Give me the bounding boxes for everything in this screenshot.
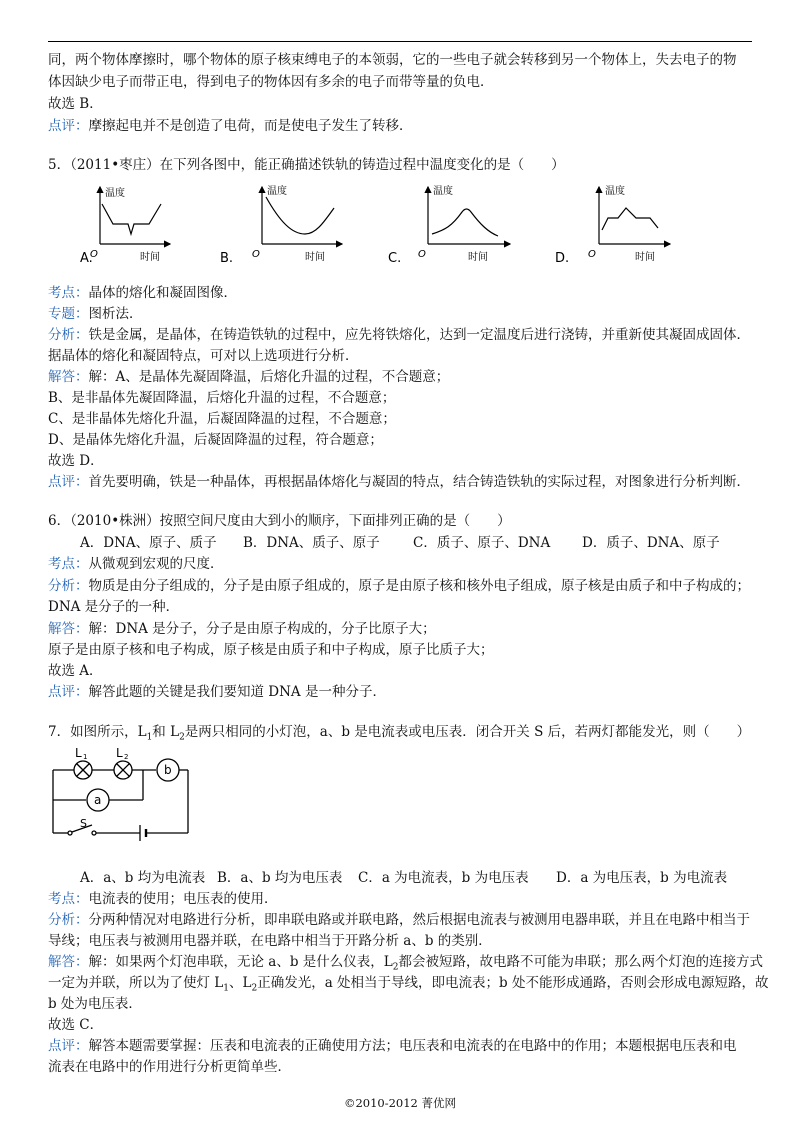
subscript: 2 [251, 983, 258, 994]
jieda-line: B、是非晶体先凝固降温，后熔化升温的过程，不合题意； [48, 390, 396, 406]
kaodian-text: 晶体的熔化和凝固图像． [88, 285, 237, 301]
fenxi-line: DNA 是分子的一种． [48, 599, 180, 615]
dianping-line: 流表在电路中的作用进行分析更简单些． [48, 1059, 291, 1075]
jieda-text: 都会被短路，故电路不可能为串联；那么两个灯泡的连接方式 [398, 954, 763, 970]
fenxi-text: 物质是由分子组成的，分子是由原子组成的，原子是由原子核和核外电子组成，原子核是由质子和中子构成的； [88, 578, 750, 594]
stem-part: 是两只相同的小灯泡，a、b 是电流表或电压表．闭合开关 S 后，若两灯都能发光，则（ ） [184, 724, 751, 740]
q7-option-c: C．a 为电流表，b 为电压表 [358, 870, 529, 886]
jieda-line: 原子是由原子核和电子构成，原子核是由质子和中子构成，原子比质子大； [48, 642, 494, 658]
q7-option-a: A．a、b 均为电流表 [80, 870, 206, 886]
q7-circuit-diagram [48, 745, 198, 845]
fenxi-line [48, 910, 750, 930]
dianping-text: 解答本题需要掌握：压表和电流表的正确使用方法；电压表和电流表的在电路中的作用；本题根据电压表和电 [88, 1038, 737, 1054]
kaodian-line [48, 889, 278, 909]
kaodian-tag: 考点： [48, 891, 89, 907]
lamp-l1-label: L [75, 746, 82, 760]
x-axis-label: 时间 [140, 252, 160, 263]
x-axis-label: 时间 [468, 252, 488, 263]
y-axis-label: 温度 [267, 186, 287, 197]
stem-part: 和 L [152, 724, 180, 740]
jieda-text: 正确发光，a 处相当于导线，即电流表；b 处不能形成通路，否则会形成电源短路，故 [257, 975, 769, 991]
dianping-tag: 点评： [48, 684, 89, 700]
option-a-label: A. [80, 251, 93, 266]
y-axis-label: 温度 [605, 186, 625, 197]
answer-line: 故选 D． [48, 453, 104, 469]
kaodian-text: 电流表的使用；电压表的使用． [88, 891, 278, 907]
x-axis-label: 时间 [305, 252, 325, 263]
q6-option-d: D．质子、DNA、原子 [582, 535, 720, 551]
origin-label: O [252, 249, 260, 260]
fenxi-tag: 分析： [48, 578, 89, 594]
page-footer: ©2010-2012 菁优网 [343, 1096, 457, 1110]
comment-tag: 点评： [48, 118, 89, 134]
jieda-tag: 解答： [48, 621, 89, 637]
fenxi-line: 据晶体的熔化和凝固特点，可对以上选项进行分析． [48, 348, 359, 364]
header-rule [48, 41, 752, 42]
zhuanti-tag: 专题： [48, 306, 89, 322]
lamp-l2-sub: 2 [124, 753, 129, 761]
comment-line [48, 116, 413, 136]
kaodian-tag: 考点： [48, 556, 89, 572]
q6-option-a: A．DNA、原子、质子 [80, 535, 217, 551]
option-d-label: D. [555, 251, 570, 266]
y-axis-label: 温度 [433, 186, 453, 197]
dianping-line [48, 472, 750, 492]
stem-part: 7．如图所示，L [48, 724, 147, 740]
q6-stem: 6．（2010•株洲）按照空间尺度由大到小的顺序，下面排列正确的是（ ） [48, 513, 511, 529]
jieda-line: b 处为电压表． [48, 996, 142, 1012]
q6-option-b: B．DNA、质子、原子 [243, 535, 380, 551]
fenxi-tag: 分析： [48, 912, 89, 928]
lamp-l1-sub: 1 [83, 753, 88, 761]
dianping-tag: 点评： [48, 474, 89, 490]
origin-label: O [90, 249, 98, 260]
zhuanti-text: 图析法． [88, 306, 143, 322]
q7-option-d: D．a 为电压表，b 为电流表 [556, 870, 728, 886]
q6-option-c: C．质子、原子、DNA [413, 535, 551, 551]
kaodian-tag: 考点： [48, 285, 89, 301]
kaodian-line [48, 283, 237, 303]
jieda-text: 解：如果两个灯泡串联，无论 a、b 是什么仪表，L [88, 954, 393, 970]
subscript: 1 [223, 983, 229, 994]
kaodian-line [48, 554, 224, 574]
jieda-line [48, 367, 449, 387]
subscript: 2 [179, 732, 185, 743]
q5-graphs [80, 182, 720, 270]
text-line: 同，两个物体摩擦时，哪个物体的原子核束缚电子的本领弱，它的一些电子就会转移到另一个物体上，失去电子的物 [48, 52, 737, 68]
meter-a-label: a [94, 793, 102, 807]
subscript: 1 [146, 732, 153, 743]
jieda-text: 、L [229, 975, 252, 991]
jieda-line: C、是非晶体先熔化升温，后凝固降温的过程，不合题意； [48, 411, 396, 427]
text-line: 体因缺少电子而带正电，得到电子的物体因有多余的电子而带等量的负电． [48, 74, 494, 90]
option-b-label: B. [220, 251, 234, 266]
dianping-text: 首先要明确，铁是一种晶体，再根据晶体熔化与凝固的特点，结合铸造铁轨的实际过程，对图象进行分析判断． [88, 474, 750, 490]
dianping-text: 解答此题的关键是我们要知道 DNA 是一种分子． [88, 684, 386, 700]
dianping-line [48, 1036, 737, 1056]
jieda-line: D、是晶体先熔化升温，后凝固降温的过程，符合题意； [48, 432, 383, 448]
q7-stem [48, 722, 750, 748]
switch-label: S [80, 817, 87, 830]
origin-label: O [418, 249, 426, 260]
jieda-tag: 解答： [48, 369, 89, 385]
zhuanti-line [48, 304, 143, 324]
fenxi-line [48, 325, 750, 345]
jieda-text: 解：A、是晶体先凝固降温，后熔化升温的过程，不合题意； [88, 369, 450, 385]
answer-line: 故选 A． [48, 663, 103, 679]
q7-option-b: B．a、b 均为电压表 [217, 870, 343, 886]
x-axis-label: 时间 [635, 252, 655, 263]
jieda-line [48, 973, 768, 999]
fenxi-text: 铁是金属，是晶体，在铸造铁轨的过程中，应先将铁熔化，达到一定温度后进行浇铸，并重新使其凝固成固体． [88, 327, 750, 343]
answer-line: 故选 B． [48, 96, 103, 112]
jieda-tag: 解答： [48, 954, 89, 970]
jieda-text: 解：DNA 是分子，分子是由原子构成的，分子比原子大； [88, 621, 436, 637]
q5-stem: 5．（2011•枣庄）在下列各图中，能正确描述铁轨的铸造过程中温度变化的是（ ） [48, 157, 565, 173]
subscript: 2 [392, 962, 399, 973]
answer-line: 故选 C． [48, 1017, 104, 1033]
meter-b-label: b [164, 763, 172, 777]
jieda-line [48, 619, 436, 639]
fenxi-line [48, 576, 750, 596]
kaodian-text: 从微观到宏观的尺度． [88, 556, 224, 572]
jieda-text: 一定为并联，所以为了使灯 L [48, 975, 224, 991]
origin-label: O [588, 249, 596, 260]
dianping-tag: 点评： [48, 1038, 89, 1054]
fenxi-tag: 分析： [48, 327, 89, 343]
option-c-label: C. [388, 251, 402, 266]
lamp-l2-label: L [116, 746, 123, 760]
fenxi-line: 导线；电压表与被测用电器并联，在电路中相当于开路分析 a、b 的类别． [48, 933, 492, 949]
y-axis-label: 温度 [105, 188, 125, 199]
dianping-line [48, 682, 386, 702]
comment-text: 摩擦起电并不是创造了电荷，而是使电子发生了转移． [88, 118, 413, 134]
fenxi-text: 分两种情况对电路进行分析，即串联电路或并联电路，然后根据电流表与被测用电器串联，并且在电路中相当于 [88, 912, 750, 928]
